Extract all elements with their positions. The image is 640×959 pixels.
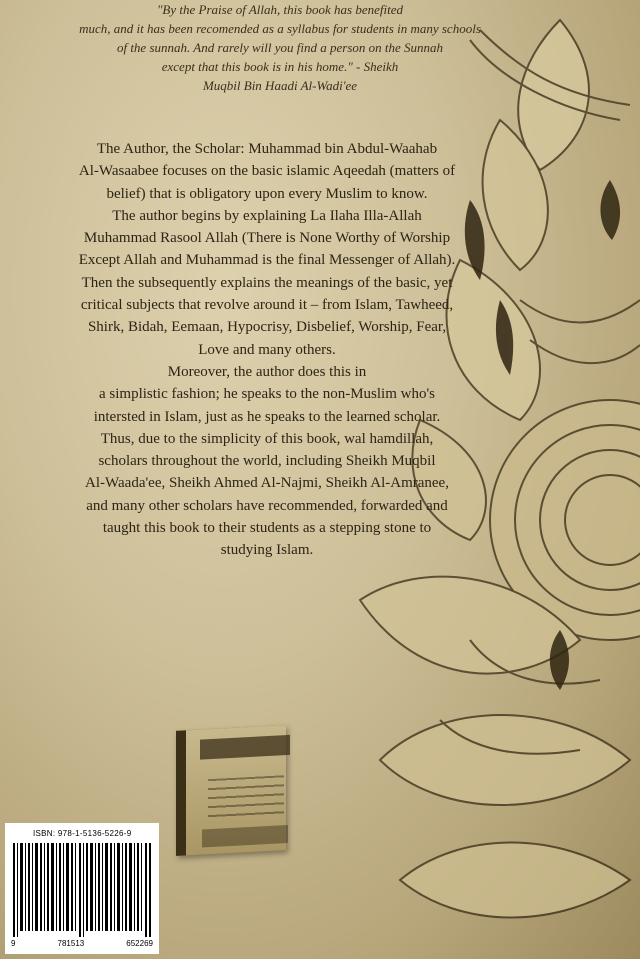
book-spine <box>176 730 186 856</box>
barcode-digits <box>11 939 153 948</box>
book-cover-title-graphic <box>200 735 290 760</box>
description-line: Shirk, Bidah, Eemaan, Hypocrisy, Disbelief, Worship, Fear, <box>87 319 447 336</box>
description-line: Love and many others. <box>198 341 336 358</box>
description-line: studying Islam. <box>220 542 314 559</box>
description-line: Muhammad Rasool Allah (There is None Worthy of Worship <box>83 230 451 247</box>
book-thumbnail <box>176 725 286 856</box>
description-line: Al-Waada'ee, Sheikh Ahmed Al-Najmi, Sheikh Al-Amranee, <box>85 475 449 492</box>
quote-line: of the sunnah. And rarely will you find a person on the Sunnah <box>116 40 444 55</box>
description-line: Al-Wasaabee focuses on the basic islamic Aqeedah (matters of <box>78 163 456 180</box>
barcode-digit-group: 9 <box>11 939 16 948</box>
description-line: Except Allah and Muhammad is the final Messenger of Allah). <box>78 252 456 269</box>
barcode-digit-group: 652269 <box>126 939 153 948</box>
description-line: Then the subsequently explains the meanings of the basic, yet <box>81 274 453 291</box>
description-line: taught this book to their students as a stepping stone to <box>102 520 432 537</box>
barcode-digit-group: 781513 <box>57 939 85 948</box>
description-line: a simplistic fashion; he speaks to the non-Muslim who's <box>98 386 435 403</box>
book-cover-image <box>186 725 286 855</box>
description-line: Moreover, the author does this in <box>167 363 367 380</box>
description-line: The Author, the Scholar: Muhammad bin Abdul-Waahab <box>96 141 438 157</box>
book-cover-lettering <box>208 775 284 821</box>
endorsement-quote <box>60 0 500 95</box>
quote-line: "By the Praise of Allah, this book has benefited <box>156 2 404 17</box>
barcode-graphic <box>13 843 151 937</box>
quote-attribution: Muqbil Bin Haadi Al-Wadi'ee <box>202 78 358 93</box>
description-line: Thus, due to the simplicity of this book, wal hamdillah, <box>100 430 434 447</box>
quote-line: except that this book is in his home." - Sheikh <box>161 59 399 74</box>
description-line: intersted in Islam, just as he speaks to the learned scholar. <box>93 408 441 425</box>
isbn-label: ISBN: 978-1-5136-5226-9 <box>33 829 132 838</box>
description-line: scholars throughout the world, including Sheikh Muqbil <box>98 453 436 470</box>
description-line: The author begins by explaining La Ilaha Illa-Allah <box>112 207 422 224</box>
quote-line: much, and it has been recomended as a syllabus for students in many schools <box>79 21 481 36</box>
description-line: belief) that is obligatory upon every Muslim to know. <box>106 185 428 202</box>
description-line: critical subjects that revolve around it – from Islam, Tawheed, <box>80 297 454 314</box>
description-line: and many other scholars have recommended, forwarded and <box>86 497 448 514</box>
book-cover-footer-graphic <box>202 825 288 848</box>
barcode-panel <box>5 823 159 954</box>
book-description <box>22 138 512 562</box>
